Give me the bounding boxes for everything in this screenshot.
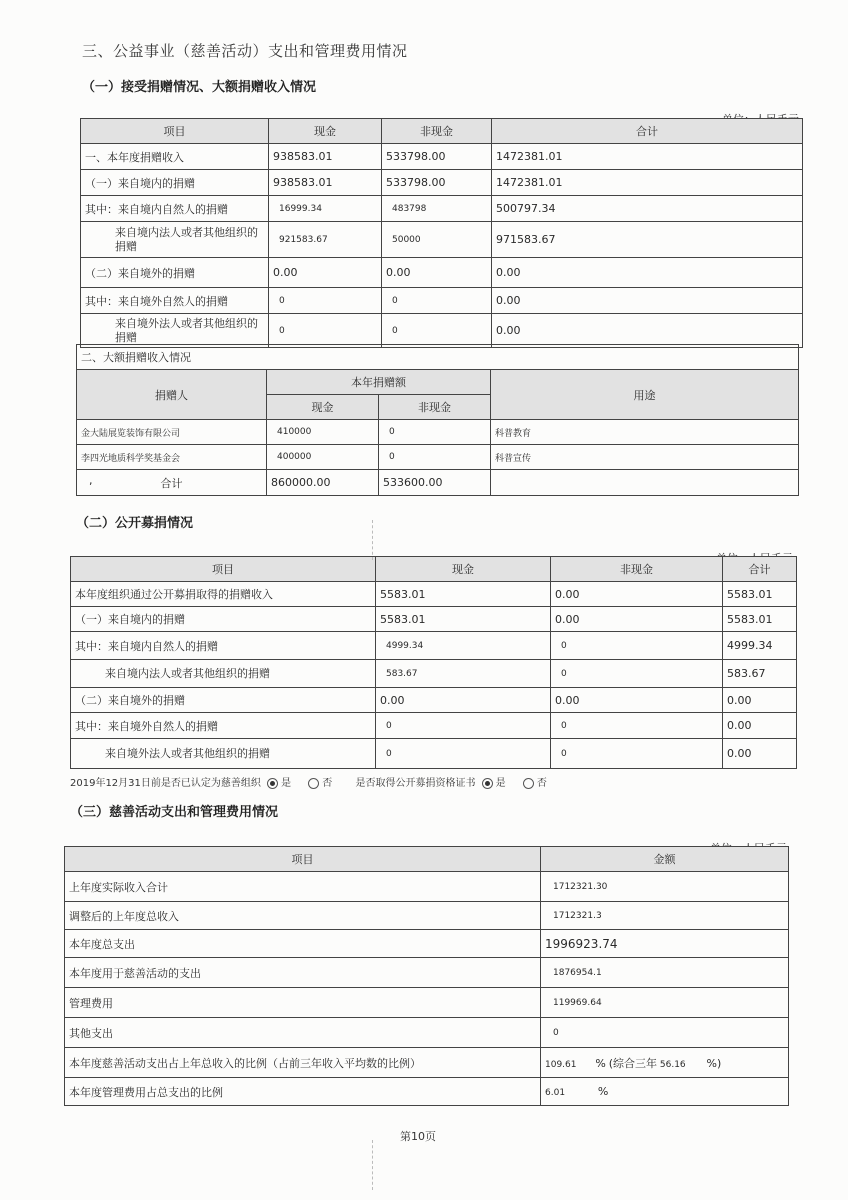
table-row [65,1078,789,1106]
amount-value: 1876954.1 [541,958,789,988]
table-row [71,582,797,607]
percent-sign: %) [706,1056,722,1070]
noncash-value: 0 [551,660,723,688]
noncash-value: 533798.00 [382,170,492,196]
ratio-value-cell [541,1048,789,1078]
donor-name: 金大陆展览装饰有限公司 [77,420,267,445]
cash-value: 5583.01 [376,607,551,632]
total-value: 1472381.01 [492,144,803,170]
total-value: 500797.34 [492,196,803,222]
row-label: 其中：来自境内自然人的捐赠 [71,632,376,660]
table-row [65,930,789,958]
charity-status-note [70,774,547,789]
total-value: 5583.01 [723,582,797,607]
cash-value: 583.67 [376,660,551,688]
row-label: 一、本年度捐赠收入 [81,144,269,170]
noncash-value: 0.00 [551,688,723,713]
col-header-total: 合计 [723,557,797,582]
total-value: 1472381.01 [492,170,803,196]
total-value: 0.00 [492,314,803,348]
table-row [81,222,803,258]
noncash-value: 0.00 [551,582,723,607]
noncash-value: 533798.00 [382,144,492,170]
noncash-value: 0 [379,420,491,445]
cash-value: 16999.34 [269,196,382,222]
total-value: 0.00 [492,288,803,314]
fold-line [372,520,373,560]
cash-value: 4999.34 [376,632,551,660]
row-label: 其中：来自境外自然人的捐赠 [71,713,376,739]
table-row [81,258,803,288]
section1-title: （一）接受捐赠情况、大额捐赠收入情况 [82,80,317,95]
noncash-value: 0 [382,314,492,348]
radio-selected-icon[interactable] [267,778,278,789]
noncash-value: 0 [551,632,723,660]
total-label-cell [77,470,267,496]
total-noncash: 533600.00 [379,470,491,496]
three-year-label: (综合三年 [608,1056,657,1070]
table-row [81,288,803,314]
col-header-cash: 现金 [269,119,382,144]
total-label: 合计 [160,476,183,490]
col-header-item: 项目 [81,119,269,144]
row-label: 其中：来自境内自然人的捐赠 [81,196,269,222]
three-year-value: 56.16 [659,1059,686,1070]
cash-value: 5583.01 [376,582,551,607]
table-row [71,660,797,688]
row-label: 来自境外法人或者其他组织的捐赠 [81,314,269,348]
cash-value: 0.00 [376,688,551,713]
row-label: 其中：来自境外自然人的捐赠 [81,288,269,314]
total-value: 0.00 [723,739,797,769]
col-header-amount: 金额 [541,847,789,872]
total-value: 971583.67 [492,222,803,258]
cash-value: 400000 [267,445,379,470]
page-number: 第10页 [400,1130,436,1143]
percent-sign: % [595,1056,606,1070]
expenditure-table [64,846,789,1106]
cash-value: 0 [376,713,551,739]
noncash-value: 0 [551,713,723,739]
total-cash: 860000.00 [267,470,379,496]
cash-value: 0.00 [269,258,382,288]
cash-value: 921583.67 [269,222,382,258]
charity-no-label: 否 [322,778,333,789]
row-label: 本年度管理费用占总支出的比例 [65,1078,541,1106]
row-label: 本年度用于慈善活动的支出 [65,958,541,988]
certificate-question: 是否取得公开募捐资格证书 [355,778,476,789]
charity-question: 2019年12月31日前是否已认定为慈善组织 [70,778,261,789]
radio-empty-icon[interactable] [308,778,319,789]
table-row [65,1048,789,1078]
row-label: （一）来自境内的捐赠 [81,170,269,196]
certificate-no-label: 否 [536,778,547,789]
cash-value: 938583.01 [269,144,382,170]
section3-title: （三）慈善活动支出和管理费用情况 [70,805,279,820]
cash-value: 0 [269,288,382,314]
main-heading: 三、公益事业（慈善活动）支出和管理费用情况 [82,42,408,60]
row-label: 本年度组织通过公开募捐取得的捐赠收入 [71,582,376,607]
section2-title: （二）公开募捐情况 [76,516,194,531]
radio-empty-icon[interactable] [523,778,534,789]
total-mark: , [89,474,93,487]
total-value: 0.00 [492,258,803,288]
amount-value: 0 [541,1018,789,1048]
noncash-value: 0.00 [551,607,723,632]
table-row [81,144,803,170]
fold-line [372,1140,373,1190]
noncash-value: 0 [551,739,723,769]
table-row [71,607,797,632]
cash-header: 现金 [267,395,379,420]
percent-sign: % [597,1085,609,1098]
total-use [491,470,799,496]
table-row [71,688,797,713]
total-value: 583.67 [723,660,797,688]
large-donation-table [76,344,799,496]
total-value: 0.00 [723,713,797,739]
large-donation-title: 二、大额捐赠收入情况 [77,345,799,370]
public-fundraising-table [70,556,797,769]
amount-value: 1712321.30 [541,872,789,902]
noncash-value: 0 [379,445,491,470]
total-row [77,470,799,496]
table-row [71,632,797,660]
table-row [77,445,799,470]
table-row [65,988,789,1018]
charity-yes-label: 是 [281,778,292,789]
certificate-yes-label: 是 [495,778,506,789]
col-header-total: 合计 [492,119,803,144]
table-row [81,314,803,348]
table-row [65,902,789,930]
cash-value: 0 [376,739,551,769]
row-label: 来自境外法人或者其他组织的捐赠 [71,739,376,769]
table-row [65,958,789,988]
use-header: 用途 [491,370,799,420]
use-value: 科普教育 [491,420,799,445]
donor-name: 李四光地质科学奖基金会 [77,445,267,470]
ratio-value-cell [541,1078,789,1106]
noncash-header: 非现金 [379,395,491,420]
col-header-cash: 现金 [376,557,551,582]
row-label: 来自境内法人或者其他组织的捐赠 [81,222,269,258]
row-label: 调整后的上年度总收入 [65,902,541,930]
row-label: 上年度实际收入合计 [65,872,541,902]
table-row [81,170,803,196]
ratio-value: 6.01 [545,1088,566,1098]
row-label: 来自境内法人或者其他组织的捐赠 [71,660,376,688]
donation-table [80,118,803,348]
col-header-item: 项目 [71,557,376,582]
use-value: 科普宣传 [491,445,799,470]
cash-value: 0 [269,314,382,348]
total-value: 5583.01 [723,607,797,632]
radio-selected-icon[interactable] [482,778,493,789]
amount-value: 1996923.74 [541,930,789,958]
table-row [65,872,789,902]
noncash-value: 50000 [382,222,492,258]
col-header-noncash: 非现金 [551,557,723,582]
ratio-value: 109.61 [545,1059,577,1070]
col-header-noncash: 非现金 [382,119,492,144]
noncash-value: 483798 [382,196,492,222]
noncash-value: 0 [382,288,492,314]
cash-value: 410000 [267,420,379,445]
table-row [71,713,797,739]
amount-value: 119969.64 [541,988,789,1018]
row-label: （一）来自境内的捐赠 [71,607,376,632]
table-row [81,196,803,222]
col-header-item: 项目 [65,847,541,872]
row-label: （二）来自境外的捐赠 [71,688,376,713]
total-value: 0.00 [723,688,797,713]
noncash-value: 0.00 [382,258,492,288]
row-label: （二）来自境外的捐赠 [81,258,269,288]
row-label: 其他支出 [65,1018,541,1048]
donor-header: 捐赠人 [77,370,267,420]
amount-header: 本年捐赠额 [267,370,491,395]
table-row [77,420,799,445]
row-label: 本年度总支出 [65,930,541,958]
total-value: 4999.34 [723,632,797,660]
table-row [71,739,797,769]
row-label: 管理费用 [65,988,541,1018]
row-label: 本年度慈善活动支出占上年总收入的比例（占前三年收入平均数的比例） [65,1048,541,1078]
amount-value: 1712321.3 [541,902,789,930]
table-row [65,1018,789,1048]
cash-value: 938583.01 [269,170,382,196]
